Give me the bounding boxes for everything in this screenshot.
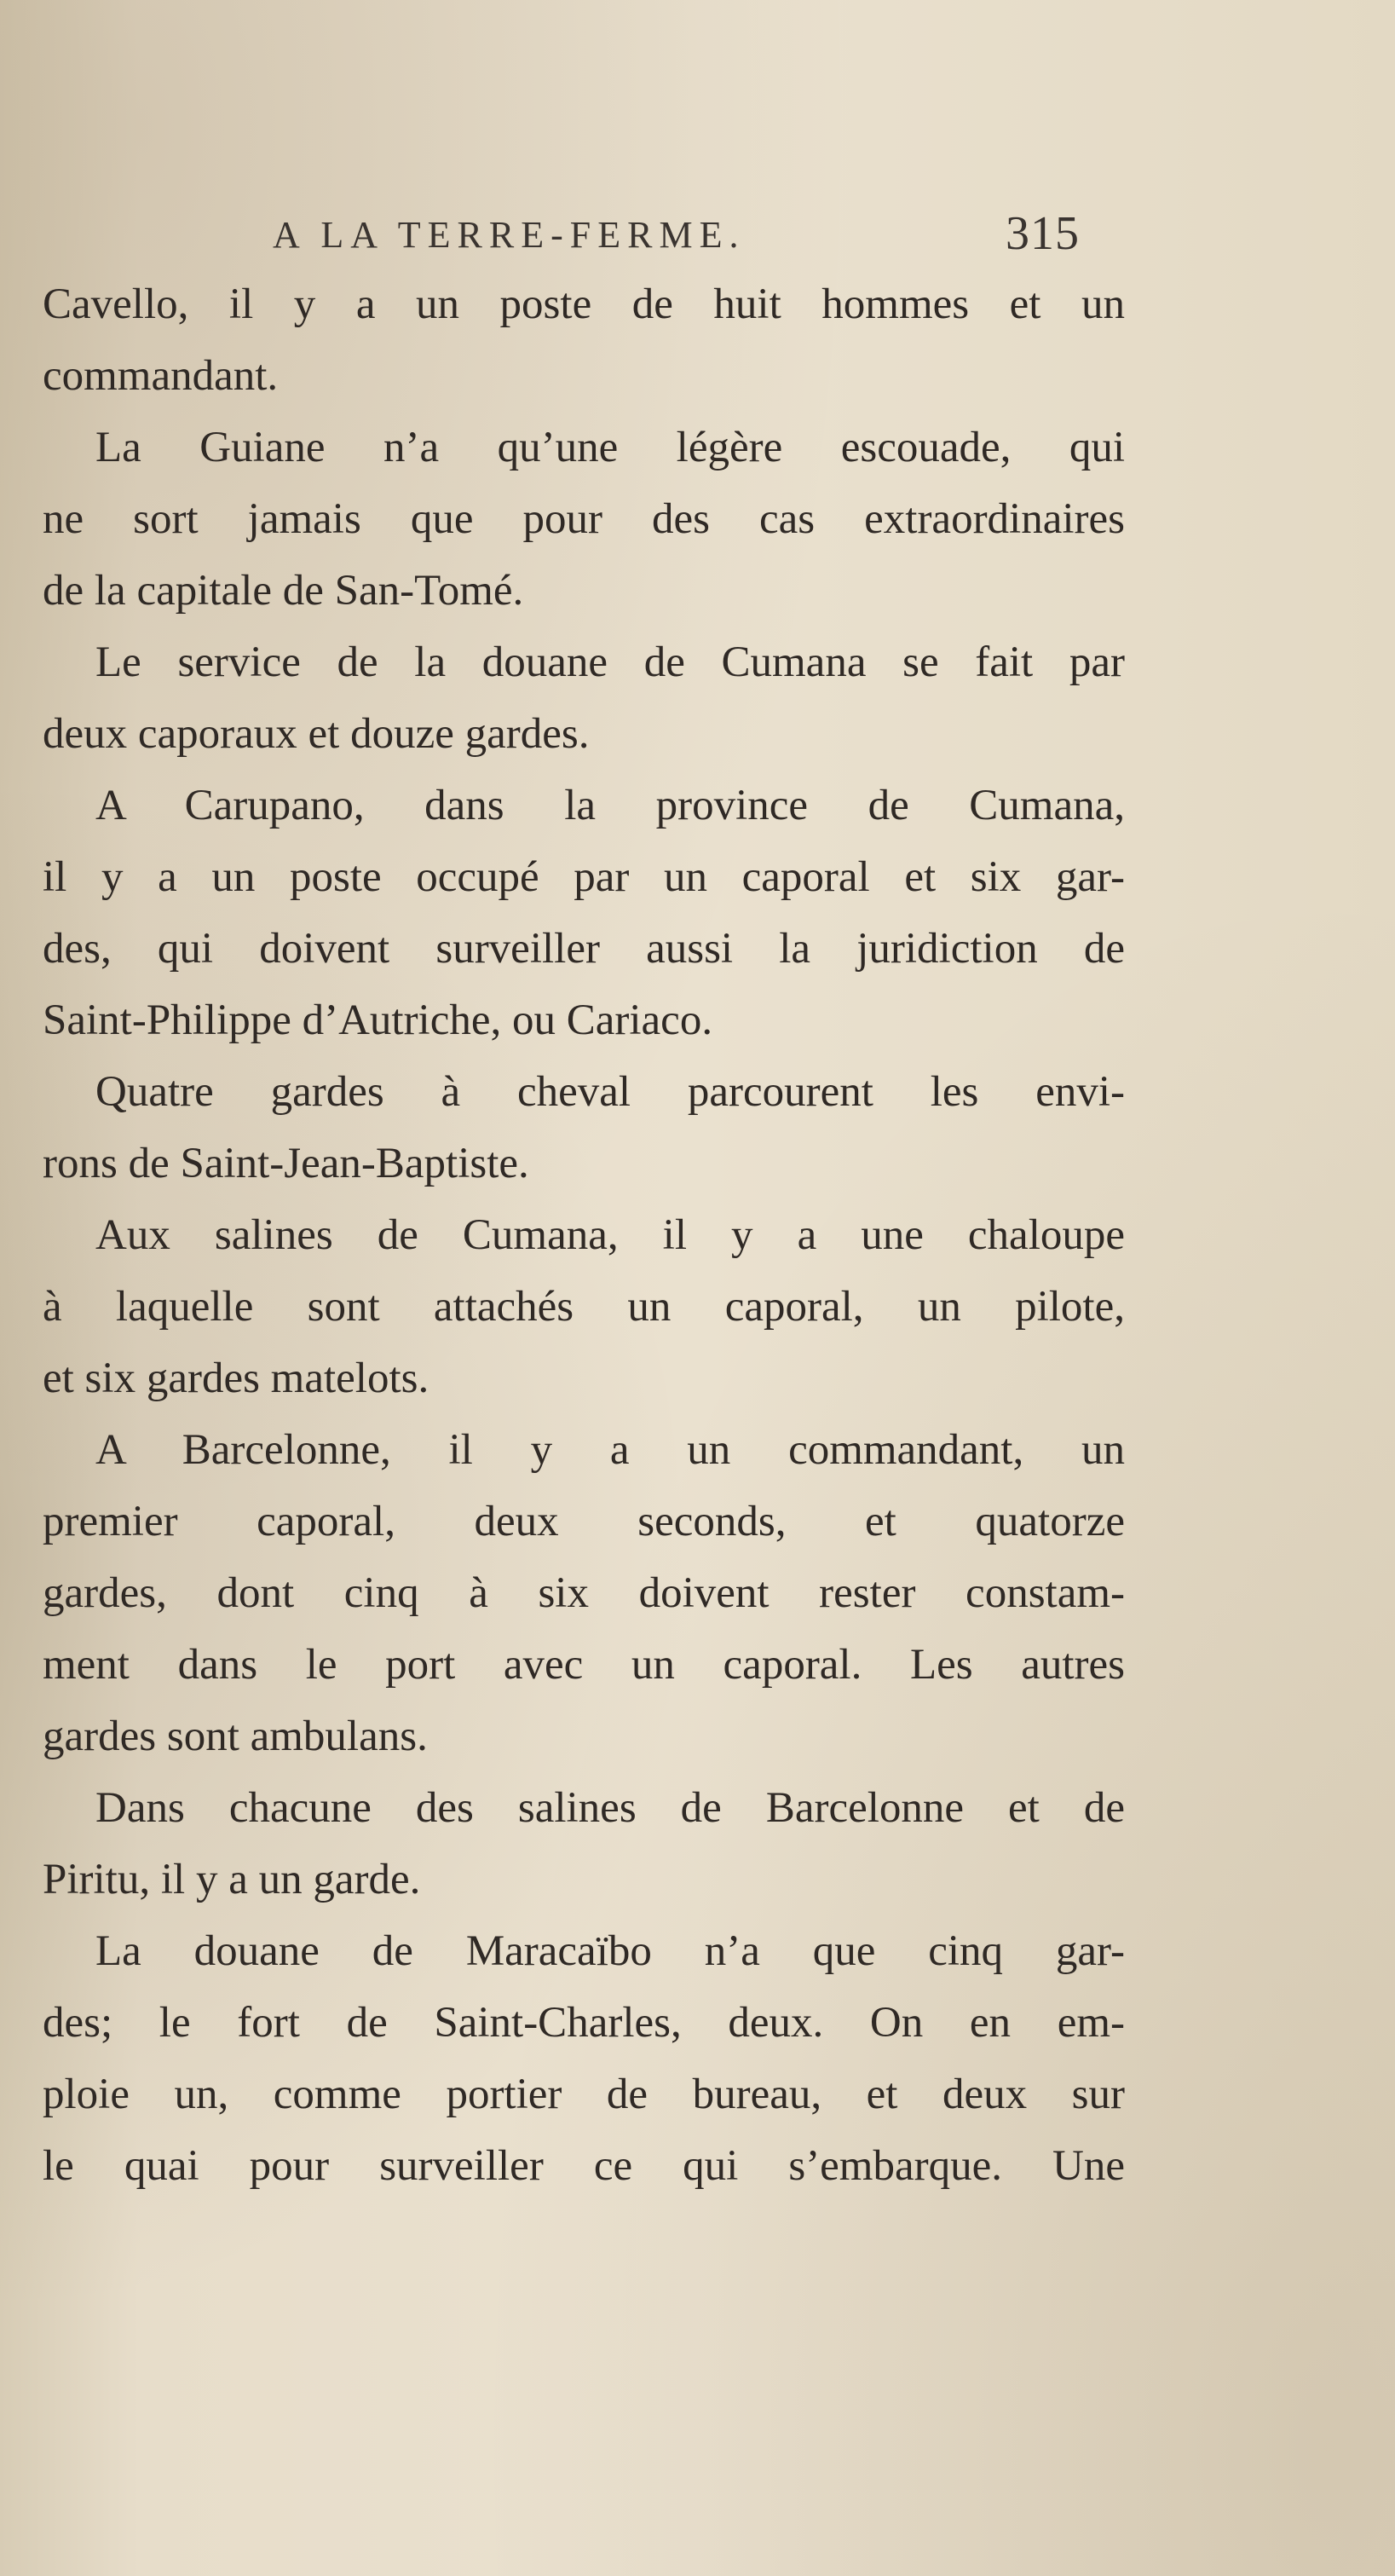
text-line: La Guiane n’a qu’une légère escouade, qui — [95, 424, 1125, 471]
text-line: Piritu, il y a un garde. — [43, 1856, 421, 1903]
page-number: 315 — [1006, 207, 1080, 260]
text-line: ploie un, comme portier de bureau, et deux sur — [43, 2071, 1125, 2118]
text-line: premier caporal, deux seconds, et quatorze — [43, 1498, 1125, 1545]
text-line: deux caporaux et douze gardes. — [43, 710, 590, 758]
text-line: rons de Saint-Jean-Baptiste. — [43, 1140, 529, 1187]
text-line: il y a un poste occupé par un caporal et six gar- — [43, 853, 1125, 901]
text-line: Quatre gardes à cheval parcourent les envi- — [95, 1068, 1125, 1116]
text-line: gardes sont ambulans. — [43, 1713, 428, 1760]
text-line: des, qui doivent surveiller aussi la juridiction de — [43, 925, 1125, 973]
text-line: des; le fort de Saint-Charles, deux. On en em- — [43, 1999, 1125, 2047]
text-line: commandant. — [43, 352, 279, 400]
text-line: ne sort jamais que pour des cas extraordinaires — [43, 495, 1125, 543]
text-line: A Barcelonne, il y a un commandant, un — [95, 1426, 1125, 1474]
text-line: ment dans le port avec un caporal. Les autres — [43, 1641, 1125, 1689]
text-line: de la capitale de San-Tomé. — [43, 567, 524, 615]
text-line: et six gardes matelots. — [43, 1354, 429, 1402]
text-line: gardes, dont cinq à six doivent rester constam- — [43, 1569, 1125, 1617]
text-line: Aux salines de Cumana, il y a une chaloupe — [95, 1211, 1125, 1259]
text-line: Dans chacune des salines de Barcelonne et de — [95, 1784, 1125, 1832]
text-line: le quai pour surveiller ce qui s’embarque. Une — [43, 2142, 1125, 2190]
running-head-title: A LA TERRE-FERME. — [273, 214, 746, 256]
text-line: A Carupano, dans la province de Cumana, — [95, 782, 1125, 829]
text-line: La douane de Maracaïbo n’a que cinq gar- — [95, 1927, 1125, 1975]
body-text — [43, 269, 1125, 2202]
text-line: Saint-Philippe d’Autriche, ou Cariaco. — [43, 996, 713, 1044]
text-line: Le service de la douane de Cumana se fait par — [95, 638, 1125, 686]
running-head — [273, 206, 1125, 274]
text-line: Cavello, il y a un poste de huit hommes et un — [43, 280, 1125, 328]
text-line: à laquelle sont attachés un caporal, un pilote, — [43, 1283, 1125, 1331]
